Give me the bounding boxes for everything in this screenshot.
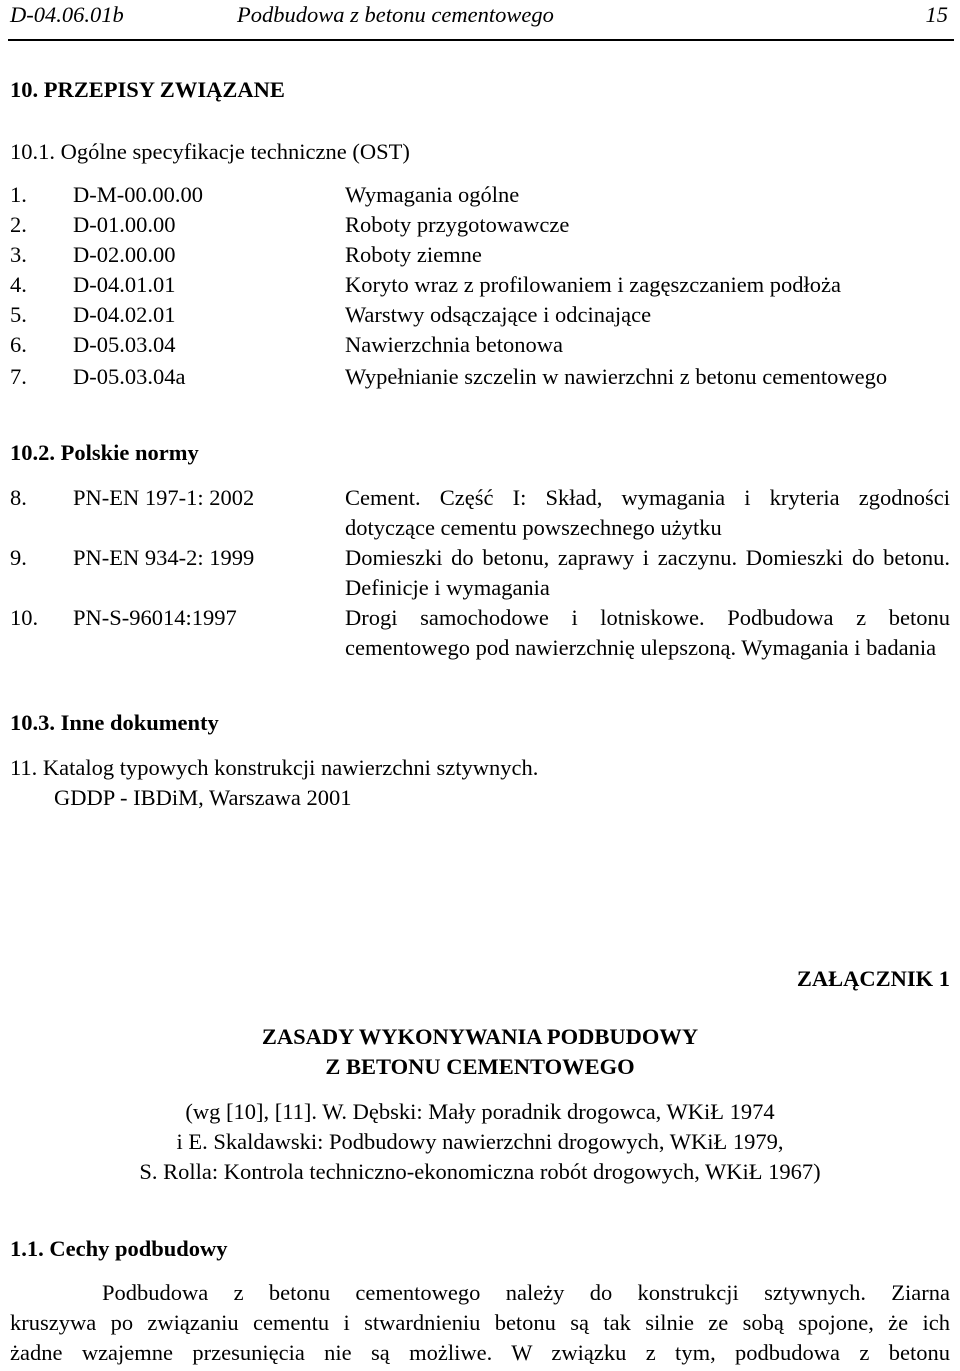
item-description: Cement. Część I: Skład, wymagania i kryteria zgodności dotyczące cementu powszechnego użytku [345, 485, 950, 540]
item-description: Wymagania ogólne [345, 182, 520, 207]
appendix-source-line-1: (wg [10], [11]. W. Dębski: Mały poradnik drogowca, WKiŁ 1974 [185, 1099, 775, 1124]
appendix-title-line-2: Z BETONU CEMENTOWEGO [325, 1054, 635, 1079]
item-number: 8. [10, 485, 27, 510]
item-number: 5. [10, 302, 27, 327]
item-code: D-01.00.00 [73, 212, 176, 237]
item-description: Nawierzchnia betonowa [345, 332, 564, 357]
section-10-heading: 10. PRZEPISY ZWIĄZANE [10, 77, 285, 102]
appendix-section-1-1-heading: 1.1. Cechy podbudowy [10, 1236, 228, 1261]
appendix-source-line-2: i E. Skaldawski: Podbudowy nawierzchni drogowych, WKiŁ 1979, [176, 1129, 784, 1154]
item-code: D-04.01.01 [73, 272, 176, 297]
item-code: D-M-00.00.00 [73, 182, 203, 207]
appendix-title-line-1: ZASADY WYKONYWANIA PODBUDOWY [261, 1024, 699, 1049]
header-document-title: Podbudowa z betonu cementowego [237, 2, 554, 27]
section-10-3-heading: 10.3. Inne dokumenty [10, 710, 219, 735]
item-description: Roboty przygotowawcze [345, 212, 570, 237]
item-number: 6. [10, 332, 27, 357]
other-document-line-1: 11. Katalog typowych konstrukcji nawierzchni sztywnych. [10, 755, 539, 780]
header-page-number: 15 [925, 2, 948, 27]
header-document-code: D-04.06.01b [10, 2, 124, 27]
paragraph-line: Podbudowa z betonu cementowego należy do konstrukcji sztywnych. Ziarna [102, 1280, 950, 1305]
other-document-line-2: GDDP - IBDiM, Warszawa 2001 [54, 785, 352, 810]
item-description: Wypełnianie szczelin w nawierzchni z betonu cementowego [345, 364, 888, 389]
item-description: Roboty ziemne [345, 242, 482, 267]
appendix-label: ZAŁĄCZNIK 1 [796, 966, 950, 991]
paragraph-line: żadne wzajemne przesunięcia nie są możliwe. W związku z tym, podbudowa z betonu [10, 1340, 950, 1365]
item-code: D-05.03.04 [73, 332, 176, 357]
paragraph-line: kruszywa po związaniu cementu i stwardnieniu betonu są tak silnie ze sobą spojone, że ich [10, 1310, 950, 1335]
item-number: 7. [10, 364, 27, 389]
item-description: Drogi samochodowe i lotniskowe. Podbudowa z betonu cementowego pod nawierzchnię ulepszoną. Wymagania i badania [345, 605, 950, 660]
section-10-2-heading: 10.2. Polskie normy [10, 440, 199, 465]
appendix-source-line-3: S. Rolla: Kontrola techniczno-ekonomiczna robót drogowych, WKiŁ 1967) [139, 1159, 821, 1184]
item-code: D-05.03.04a [73, 364, 186, 389]
item-number: 3. [10, 242, 27, 267]
item-code: PN-S-96014:1997 [73, 605, 237, 630]
item-number: 10. [10, 605, 39, 630]
item-code: PN-EN 197-1: 2002 [73, 485, 255, 510]
item-code: D-02.00.00 [73, 242, 176, 267]
item-description: Warstwy odsączające i odcinające [345, 302, 652, 327]
item-number: 4. [10, 272, 27, 297]
appendix-paragraph [10, 1278, 950, 1368]
item-code: PN-EN 934-2: 1999 [73, 545, 255, 570]
item-description: Koryto wraz z profilowaniem i zagęszczaniem podłoża [345, 272, 842, 297]
item-code: D-04.02.01 [73, 302, 176, 327]
item-number: 9. [10, 545, 27, 570]
item-description: Domieszki do betonu, zaprawy i zaczynu. Domieszki do betonu. Definicje i wymagania [345, 545, 950, 600]
header-rule [8, 39, 954, 41]
item-number: 2. [10, 212, 27, 237]
item-number: 1. [10, 182, 27, 207]
section-10-1-heading: 10.1. Ogólne specyfikacje techniczne (OST) [10, 139, 410, 164]
